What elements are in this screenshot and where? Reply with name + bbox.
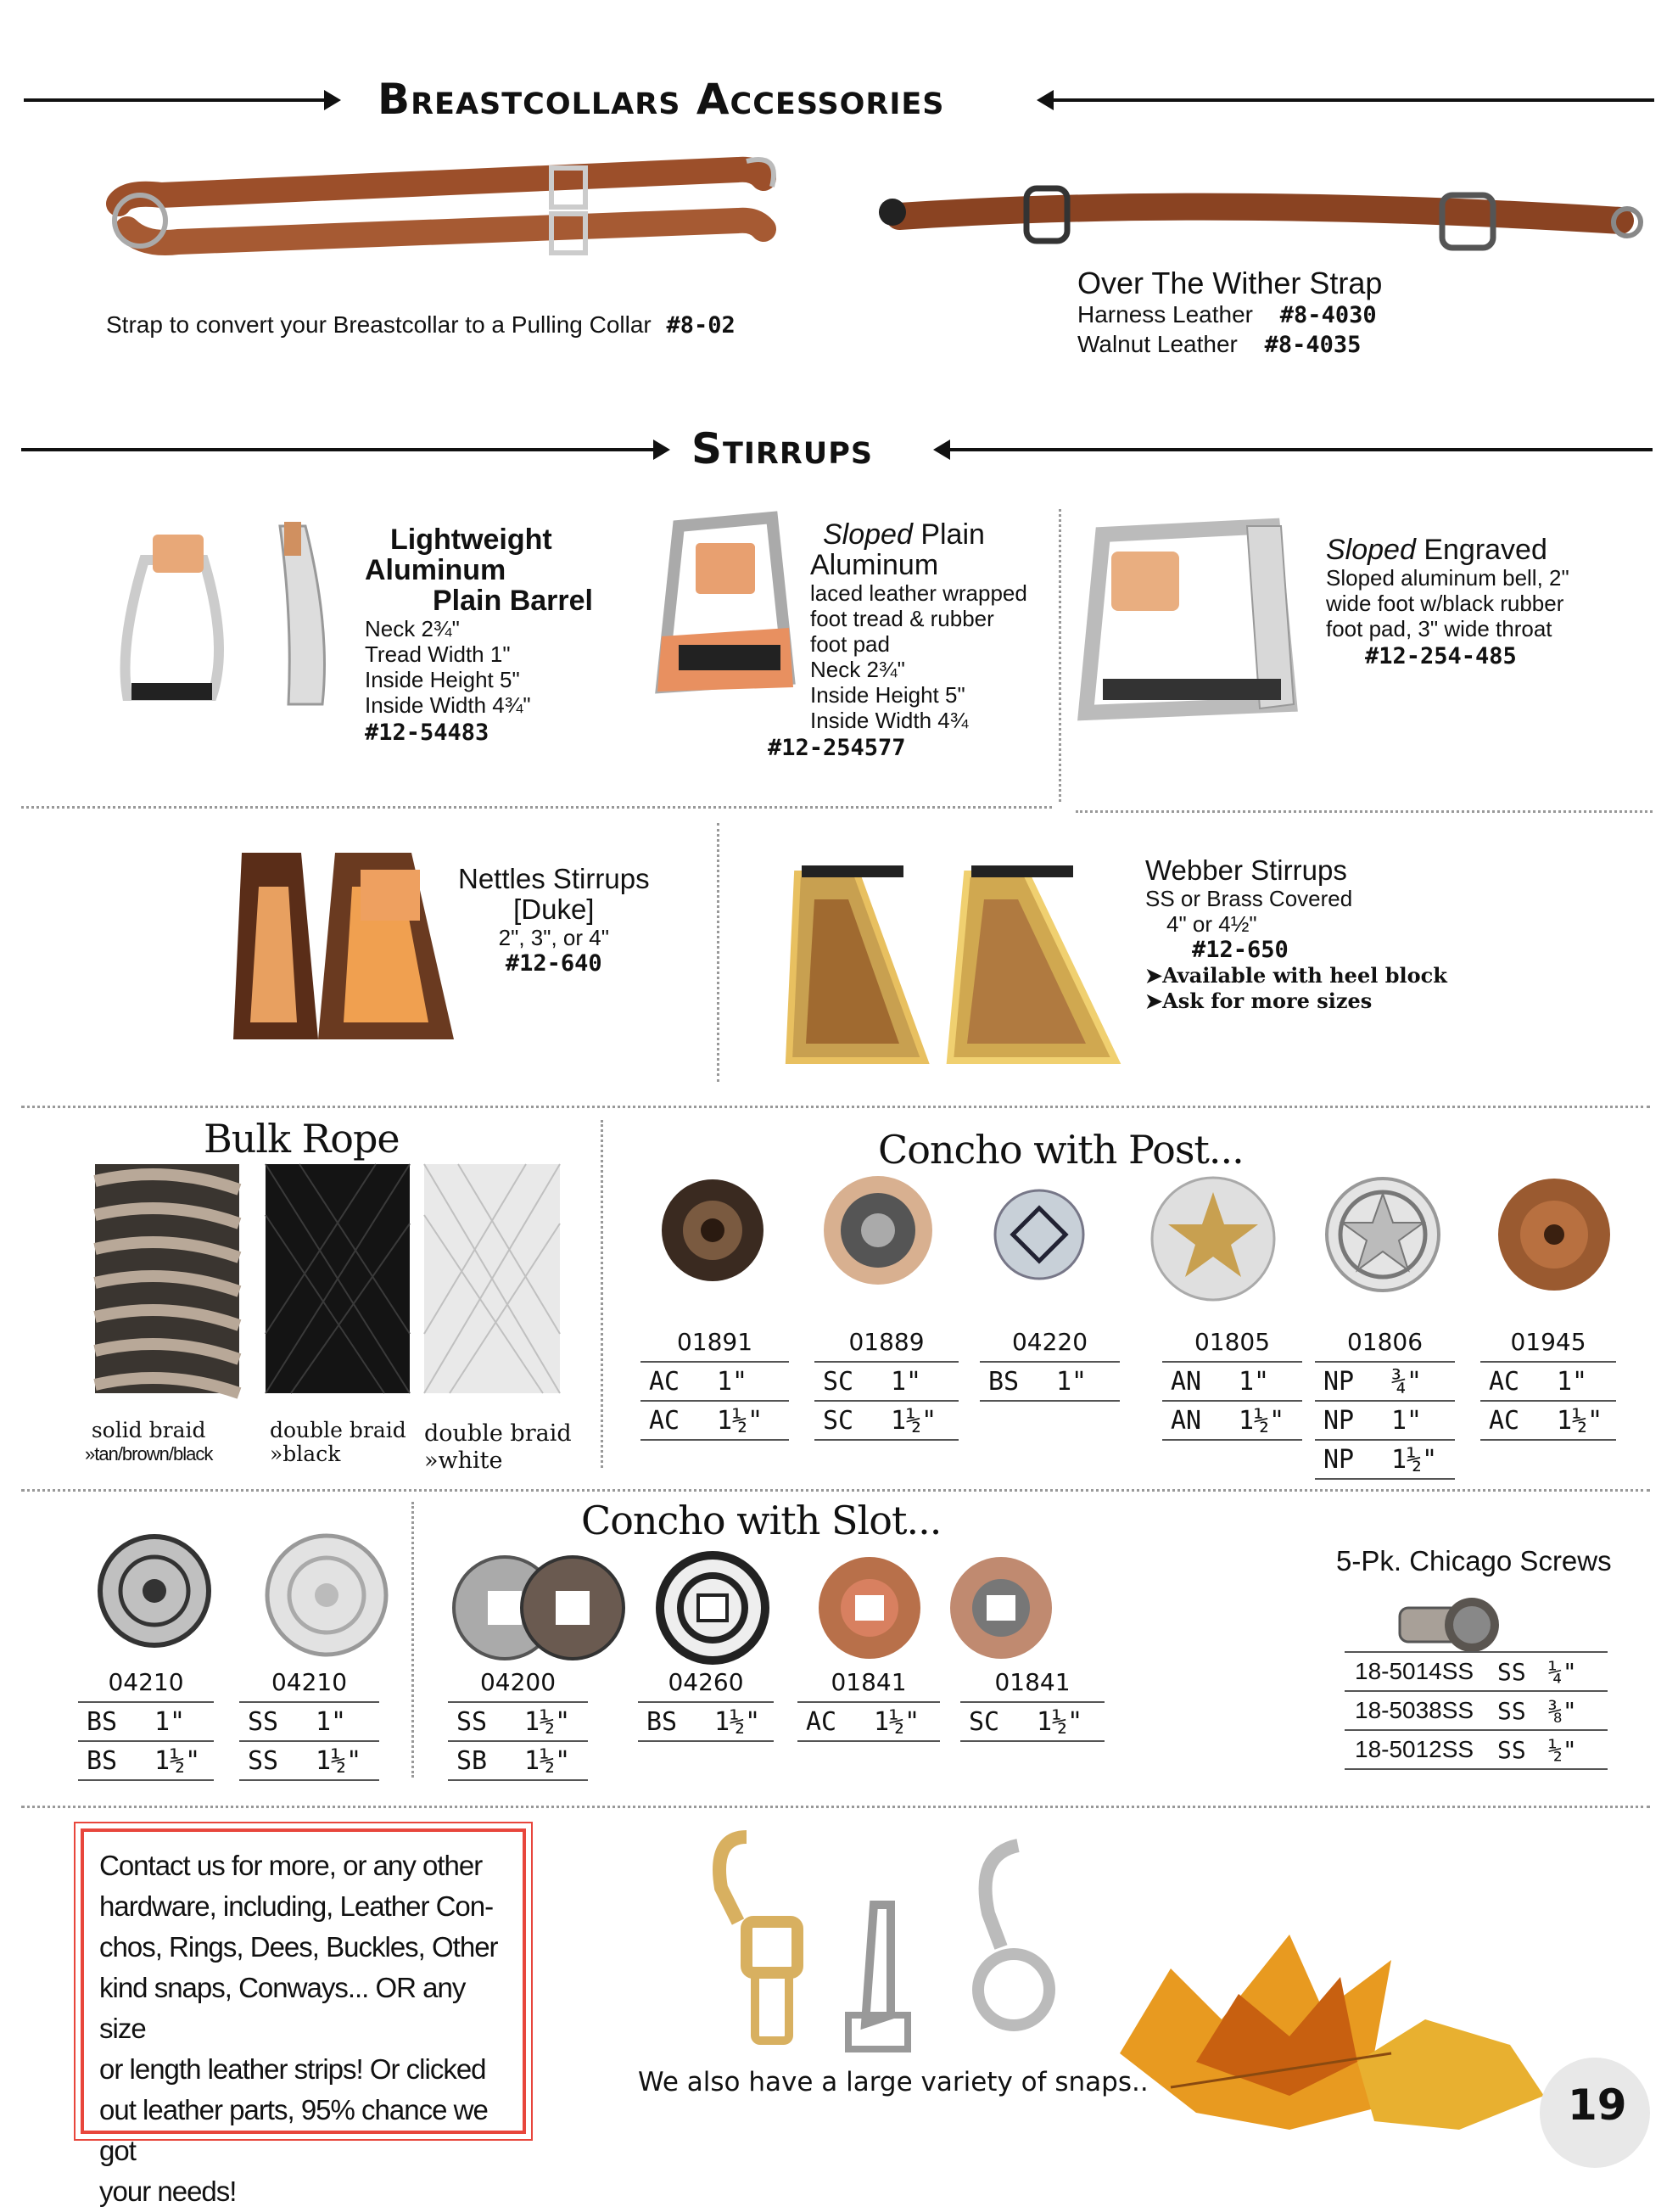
screw-code: 18-5038SS (1355, 1697, 1474, 1723)
wither-strap-row-code: #8-4035 (1264, 332, 1362, 358)
concho-code: 04210 (78, 1668, 214, 1703)
concho-post-table (1315, 1328, 1455, 1480)
concho-finish: AC (1489, 1366, 1520, 1397)
concho-row (638, 1703, 774, 1742)
concho-finish: AC (806, 1706, 837, 1737)
concho-finish: SC (823, 1366, 854, 1397)
concho-size: 1½" (714, 1706, 761, 1737)
pulling-strap-code: #8-02 (666, 312, 736, 339)
concho-code: 01889 (814, 1328, 959, 1363)
concho-row (797, 1703, 940, 1742)
lightweight-title-3: Plain Barrel (433, 585, 593, 617)
concho-size: 1½" (891, 1405, 937, 1436)
section-header-stirrups (0, 424, 1678, 475)
arrow-right-icon (653, 440, 670, 460)
nettles-sizes: 2", 3", or 4" (498, 925, 609, 950)
rope-double-braid-black-image (266, 1164, 410, 1393)
concho-size: 1½" (717, 1405, 763, 1436)
sloped-plain-code: #12-254577 (768, 735, 906, 761)
section-header-accessories (0, 75, 1678, 126)
wither-strap-row (1077, 332, 1382, 358)
concho-row (1162, 1363, 1302, 1402)
concho-finish: NP (1323, 1405, 1355, 1436)
contact-line: your needs! (99, 2176, 237, 2207)
sloped-plain-spec: Inside Height 5" (810, 682, 965, 708)
concho-row (448, 1742, 588, 1781)
concho-finish: BS (87, 1745, 118, 1776)
sloped-plain-spec: Neck 2¾" (810, 657, 905, 682)
concho-04200-image (450, 1553, 628, 1663)
contact-line: chos, Rings, Dees, Buckles, Other (99, 1931, 498, 1963)
concho-row (78, 1742, 214, 1781)
rope-caption-line-1: double braid (424, 1420, 572, 1447)
concho-finish: SS (248, 1745, 279, 1776)
concho-slot-table (638, 1668, 774, 1742)
concho-row (814, 1402, 959, 1441)
sloped-plain-spec: laced leather wrapped (810, 580, 1027, 606)
concho-finish: BS (988, 1366, 1020, 1397)
divider-vertical (1059, 509, 1061, 802)
header-rule-left (24, 98, 329, 102)
concho-size: 1½" (524, 1745, 571, 1776)
sloped-engraved-code: #12-254-485 (1365, 643, 1517, 669)
autumn-leaves-image (1069, 1918, 1578, 2147)
concho-04220-image (993, 1188, 1086, 1281)
rope-caption-line-2: »tan/brown/black (85, 1443, 213, 1464)
arrow-right-icon (324, 90, 341, 110)
divider-horizontal (21, 1806, 1650, 1808)
concho-finish: BS (646, 1706, 678, 1737)
concho-slot-table (239, 1668, 379, 1781)
sloped-engraved-stirrup-image (1077, 509, 1306, 721)
sloped-engraved-spec: Sloped aluminum bell, 2" (1326, 565, 1569, 591)
screw-row (1345, 1692, 1608, 1731)
wither-strap-row (1077, 302, 1382, 328)
concho-slot-table (448, 1668, 588, 1781)
chicago-screws-title: 5-Pk. Chicago Screws (1336, 1545, 1612, 1576)
contact-box (81, 1828, 526, 2207)
concho-04210-bs-image (95, 1532, 214, 1650)
concho-code: 01891 (640, 1328, 789, 1363)
concho-size: 1½" (1239, 1405, 1285, 1436)
header-rule-left (21, 448, 659, 451)
screw-row (1345, 1731, 1608, 1770)
sloped-engraved-spec: foot pad, 3" wide throat (1326, 616, 1552, 641)
concho-post-title: Concho with Post... (878, 1127, 1244, 1173)
concho-01841-sc-image (946, 1553, 1056, 1663)
concho-row (448, 1703, 588, 1742)
concho-code: 04260 (638, 1668, 774, 1703)
wither-strap-image (874, 170, 1646, 263)
concho-row (1162, 1402, 1302, 1441)
concho-size: ¾" (1391, 1366, 1423, 1397)
rope-caption-line-1: solid braid (91, 1418, 206, 1442)
concho-row (1480, 1402, 1616, 1441)
sloped-plain-spec: foot tread & rubber (810, 606, 994, 631)
rope-caption (85, 1419, 212, 1466)
webber-info (1145, 855, 1447, 1014)
concho-size: 1" (1557, 1366, 1588, 1397)
screw-material: SS (1497, 1696, 1526, 1725)
bulk-rope-title: Bulk Rope (204, 1116, 400, 1162)
concho-code: 01841 (960, 1668, 1105, 1703)
concho-size: 1½" (524, 1706, 571, 1737)
concho-size: 1" (1391, 1405, 1423, 1436)
pulling-strap-caption (106, 312, 736, 339)
concho-01841-ac-image (814, 1553, 925, 1663)
screw-code: 18-5014SS (1355, 1658, 1474, 1684)
concho-row (960, 1703, 1105, 1742)
concho-code: 01841 (797, 1668, 940, 1703)
concho-post-table (1162, 1328, 1302, 1441)
contact-line: out leather parts, 95% chance we got (99, 2094, 488, 2166)
webber-stirrup-image (780, 848, 1120, 1069)
nettles-subtitle: [Duke] (513, 893, 595, 925)
concho-post-table (1480, 1328, 1616, 1441)
concho-code: 01805 (1162, 1328, 1302, 1363)
lightweight-title-1: Lightweight (390, 524, 552, 556)
nettles-stirrup-image (225, 836, 462, 1056)
concho-row (980, 1363, 1120, 1402)
screw-code: 18-5012SS (1355, 1736, 1474, 1762)
section-title-accessories: Breastcollars Accessories (378, 75, 945, 124)
concho-size: 1½" (316, 1745, 362, 1776)
contact-line: kind snaps, Conways... OR any size (99, 1972, 466, 2044)
concho-post-table (980, 1328, 1120, 1402)
divider-horizontal (1076, 810, 1653, 813)
wither-strap-info (1077, 268, 1382, 358)
divider-vertical (601, 1120, 603, 1468)
concho-row (1480, 1363, 1616, 1402)
concho-finish: SS (248, 1706, 279, 1737)
sloped-plain-stirrup-image (645, 509, 806, 696)
concho-code: 01806 (1315, 1328, 1455, 1363)
sloped-engraved-spec: wide foot w/black rubber (1326, 591, 1564, 616)
concho-01889-image (819, 1171, 937, 1290)
screw-material: SS (1497, 1735, 1526, 1764)
concho-size: 1" (717, 1366, 748, 1397)
concho-row (640, 1402, 789, 1441)
concho-size: 1½" (1557, 1405, 1603, 1436)
concho-slot-table (960, 1668, 1105, 1742)
concho-size: 1½" (1391, 1444, 1438, 1475)
concho-size: 1" (316, 1706, 347, 1737)
lightweight-code: #12-54483 (365, 720, 489, 746)
concho-row (78, 1703, 214, 1742)
divider-horizontal (21, 1489, 1650, 1492)
section-title-stirrups: Stirrups (691, 424, 874, 473)
webber-line-2: 4" or 4½" (1166, 911, 1257, 937)
sloped-engraved-info (1326, 535, 1569, 669)
concho-row (1315, 1441, 1455, 1480)
sloped-engraved-title-rest: Engraved (1415, 534, 1547, 566)
wither-strap-row-label: Harness Leather (1077, 301, 1254, 328)
webber-note: ➤Available with heel block (1145, 963, 1447, 988)
nettles-code: #12-640 (505, 950, 602, 977)
pulling-strap-text: Strap to convert your Breastcollar to a Pulling Collar (106, 311, 652, 338)
sloped-plain-spec: foot pad (810, 631, 890, 657)
concho-size: 1" (891, 1366, 922, 1397)
nettles-title: Nettles Stirrups (458, 863, 650, 894)
concho-01806-image (1323, 1175, 1442, 1294)
concho-01945-image (1495, 1175, 1614, 1294)
concho-code: 04210 (239, 1668, 379, 1703)
concho-row (239, 1742, 379, 1781)
concho-finish: AC (649, 1405, 680, 1436)
rope-caption-line-2: »white (424, 1448, 503, 1474)
concho-size: 1" (1056, 1366, 1088, 1397)
chicago-screws-table (1345, 1651, 1608, 1770)
lightweight-spec: Tread Width 1" (365, 641, 511, 667)
webber-note: ➤Ask for more sizes (1145, 988, 1373, 1013)
concho-size: 1" (1239, 1366, 1270, 1397)
concho-row (1315, 1402, 1455, 1441)
concho-row (239, 1703, 379, 1742)
screw-size: ¼" (1548, 1657, 1577, 1686)
contact-line: hardware, including, Leather Con- (99, 1890, 494, 1922)
sloped-plain-title (810, 519, 1027, 550)
screw-row (1345, 1653, 1608, 1692)
concho-code: 04200 (448, 1668, 588, 1703)
concho-row (1315, 1363, 1455, 1402)
concho-04210-ss-image (263, 1532, 390, 1659)
concho-finish: AN (1171, 1366, 1202, 1397)
concho-01891-image (657, 1175, 768, 1285)
rope-caption (270, 1419, 406, 1466)
divider-horizontal (21, 806, 1052, 809)
concho-size: 1½" (154, 1745, 201, 1776)
sloped-plain-stirrup-info (810, 519, 1027, 733)
sloped-plain-spec: Inside Width 4¾ (810, 708, 969, 733)
concho-finish: AN (1171, 1405, 1202, 1436)
concho-finish: NP (1323, 1444, 1355, 1475)
concho-slot-table (797, 1668, 940, 1742)
concho-finish: AC (649, 1366, 680, 1397)
sloped-plain-title-2: Aluminum (810, 549, 939, 581)
concho-slot-title: Concho with Slot... (581, 1498, 942, 1543)
concho-finish: BS (87, 1706, 118, 1737)
sloped-engraved-title (1326, 535, 1569, 565)
screw-material: SS (1497, 1657, 1526, 1686)
concho-code: 01945 (1480, 1328, 1616, 1363)
chicago-screws-image (1391, 1591, 1510, 1659)
sloped-plain-title-rest: Plain (912, 518, 985, 551)
wither-strap-row-code: #8-4030 (1279, 302, 1377, 328)
rope-caption (424, 1420, 572, 1475)
lightweight-spec: Inside Width 4¾" (365, 692, 531, 718)
snaps-caption: We also have a large variety of snaps.. (638, 2067, 1149, 2097)
concho-post-table (814, 1328, 959, 1441)
lightweight-spec: Inside Height 5" (365, 667, 520, 692)
concho-row (814, 1363, 959, 1402)
pulling-collar-strap-image (110, 144, 789, 280)
concho-row (640, 1363, 789, 1402)
concho-finish: AC (1489, 1405, 1520, 1436)
header-rule-right (948, 448, 1653, 451)
screw-size: ⅜" (1548, 1696, 1577, 1725)
concho-post-table (640, 1328, 789, 1441)
concho-size: 1½" (1037, 1706, 1083, 1737)
sloped-plain-title-italic: Sloped (823, 518, 913, 551)
page-number: 19 (1568, 2080, 1627, 2130)
divider-horizontal (21, 1106, 1650, 1108)
arrow-left-icon (933, 440, 950, 460)
concho-finish: SC (823, 1405, 854, 1436)
rope-caption-line-1: double braid (270, 1418, 406, 1442)
concho-finish: SB (456, 1745, 488, 1776)
concho-size: 1½" (874, 1706, 920, 1737)
header-rule-right (1052, 98, 1654, 102)
concho-04260-image (657, 1553, 768, 1663)
divider-vertical (717, 823, 719, 1082)
contact-line: Contact us for more, or any other (99, 1850, 483, 1881)
screw-size: ½" (1548, 1735, 1577, 1764)
concho-code: 04220 (980, 1328, 1120, 1363)
concho-finish: SC (969, 1706, 1000, 1737)
wither-strap-row-label: Walnut Leather (1077, 331, 1238, 357)
wither-strap-title: Over The Wither Strap (1077, 266, 1383, 300)
concho-size: 1" (154, 1706, 186, 1737)
lightweight-title-2: Aluminum (365, 554, 506, 586)
lightweight-stirrup-image (110, 518, 356, 721)
rope-solid-braid-image (95, 1164, 239, 1393)
nettles-info (458, 864, 650, 977)
snaps-image (696, 1820, 1086, 2066)
rope-double-braid-white-image (424, 1164, 560, 1393)
contact-line: or length leather strips! Or clicked (99, 2053, 486, 2085)
webber-title: Webber Stirrups (1145, 854, 1347, 886)
sloped-engraved-title-italic: Sloped (1326, 534, 1416, 566)
webber-code: #12-650 (1192, 937, 1289, 963)
lightweight-spec: Neck 2¾" (365, 616, 460, 641)
concho-slot-table (78, 1668, 214, 1781)
concho-finish: NP (1323, 1366, 1355, 1397)
concho-finish: SS (456, 1706, 488, 1737)
rope-caption-line-2: »black (270, 1442, 341, 1466)
lightweight-stirrup-info (365, 524, 593, 746)
concho-01805-image (1149, 1175, 1277, 1302)
webber-line-1: SS or Brass Covered (1145, 886, 1353, 911)
arrow-left-icon (1037, 90, 1054, 110)
divider-vertical (411, 1502, 414, 1778)
